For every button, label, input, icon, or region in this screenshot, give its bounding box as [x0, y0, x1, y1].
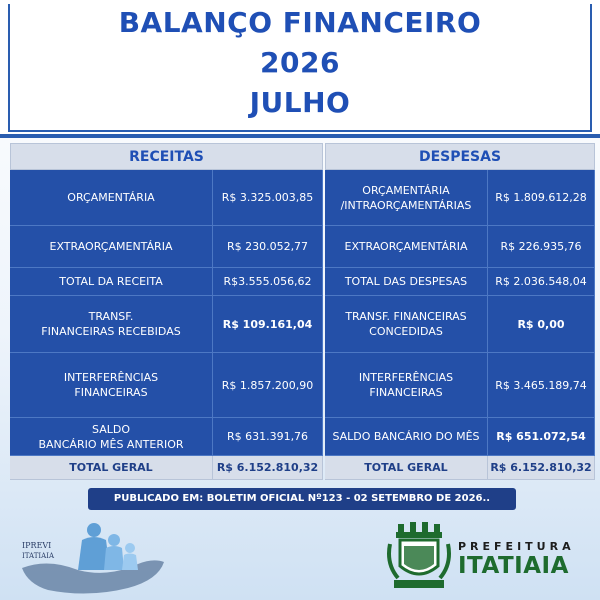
row-label: INTERFERÊNCIAS FINANCEIRAS — [10, 353, 213, 417]
row-value: R$ 226.935,76 — [488, 226, 595, 267]
row-label: TRANSF. FINANCEIRAS CONCEDIDAS — [325, 296, 488, 352]
table-row — [10, 353, 323, 418]
title-line-1: BALANÇO FINANCEIRO — [118, 6, 482, 39]
row-label: EXTRAORÇAMENTÁRIA — [325, 226, 488, 267]
table-row — [325, 226, 595, 268]
total-label: TOTAL GERAL — [10, 456, 213, 480]
total-value: R$ 6.152.810,32 — [213, 456, 323, 480]
row-value: R$ 3.325.003,85 — [213, 170, 323, 225]
coat-of-arms-icon — [386, 520, 452, 592]
row-label: SALDO BANCÁRIO DO MÊS — [325, 418, 488, 455]
balance-table — [10, 143, 595, 480]
row-label: INTERFERÊNCIAS FINANCEIRAS — [325, 353, 488, 417]
row-value: R$3.555.056,62 — [213, 268, 323, 295]
prefeitura-city: ITATIAIA — [458, 553, 569, 579]
row-label: EXTRAORÇAMENTÁRIA — [10, 226, 213, 267]
row-value: R$ 1.857.200,90 — [213, 353, 323, 417]
table-row — [10, 296, 323, 353]
title-month: JULHO — [249, 86, 351, 119]
despesas-section — [325, 143, 595, 480]
row-label: SALDO BANCÁRIO MÊS ANTERIOR — [10, 418, 213, 455]
iprevi-text: IPREVI — [22, 541, 52, 550]
row-value: R$ 631.391,76 — [213, 418, 323, 455]
row-label: TOTAL DAS DESPESAS — [325, 268, 488, 295]
prefeitura-logo — [386, 520, 591, 592]
row-value: R$ 651.072,54 — [488, 418, 595, 455]
table-row — [10, 170, 323, 226]
row-label: TOTAL DA RECEITA — [10, 268, 213, 295]
receitas-total-row — [10, 456, 323, 480]
iprevi-logo-icon — [18, 518, 168, 596]
total-value: R$ 6.152.810,32 — [488, 456, 595, 480]
row-label: ORÇAMENTÁRIA — [10, 170, 213, 225]
table-row — [325, 296, 595, 353]
table-row — [325, 170, 595, 226]
despesas-total-row — [325, 456, 595, 480]
table-row — [325, 418, 595, 456]
iprevi-logo — [18, 518, 168, 596]
row-label: TRANSF. FINANCEIRAS RECEBIDAS — [10, 296, 213, 352]
despesas-header: DESPESAS — [325, 143, 595, 170]
row-value: R$ 109.161,04 — [213, 296, 323, 352]
table-row — [10, 226, 323, 268]
prefeitura-label: PREFEITURA — [458, 540, 575, 553]
header — [0, 0, 600, 138]
total-label: TOTAL GERAL — [325, 456, 488, 480]
published-note: PUBLICADO EM: BOLETIM OFICIAL Nº123 - 02 SETEMBRO DE 2026.. — [88, 488, 516, 510]
title-year: 2026 — [260, 46, 340, 79]
table-row — [10, 418, 323, 456]
receitas-header: RECEITAS — [10, 143, 323, 170]
row-value: R$ 1.809.612,28 — [488, 170, 595, 225]
table-row — [325, 353, 595, 418]
row-value: R$ 2.036.548,04 — [488, 268, 595, 295]
row-label: ORÇAMENTÁRIA /INTRAORÇAMENTÁRIAS — [325, 170, 488, 225]
row-value: R$ 0,00 — [488, 296, 595, 352]
receitas-section — [10, 143, 323, 480]
table-row — [325, 268, 595, 296]
row-value: R$ 3.465.189,74 — [488, 353, 595, 417]
iprevi-city-text: ITATIAIA — [22, 552, 55, 560]
table-row — [10, 268, 323, 296]
row-value: R$ 230.052,77 — [213, 226, 323, 267]
